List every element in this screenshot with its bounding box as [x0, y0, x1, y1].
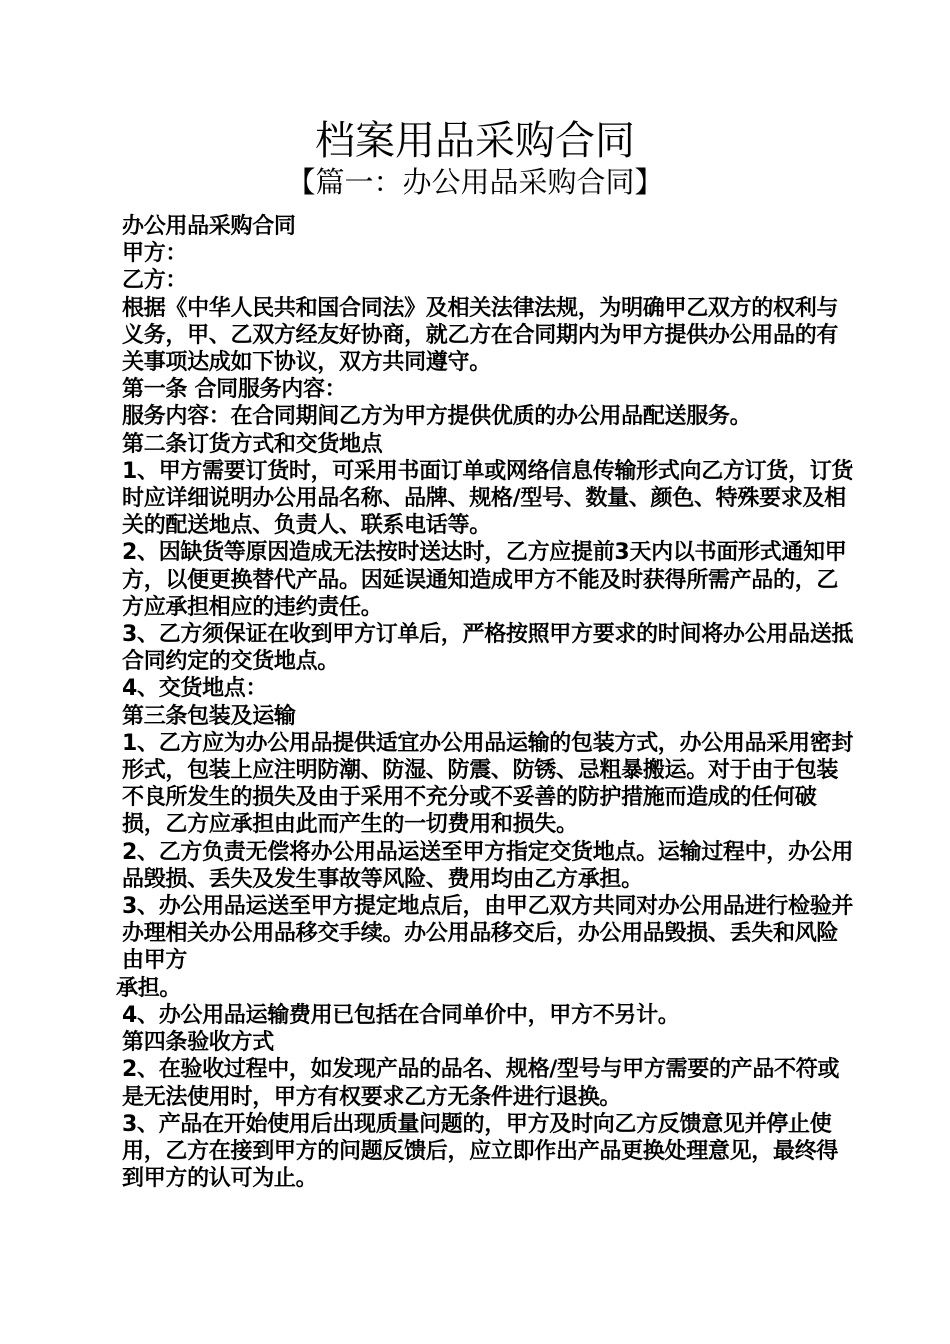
article-3-clause-1: 1、乙方应为办公用品提供适宜办公用品运输的包装方式，办公用品采用密封形式，包装上应注明防潮、防湿、防震、防锈、忌粗暴搬运。对于由于包装不良所发生的损失及由于采用不充分或不妥善的防护措施而造成的任何破损，乙方应承担由此而产生的一切费用和损失。 — [122, 730, 854, 838]
document-subtitle: 【篇一：办公用品采购合同】 — [286, 165, 664, 199]
article-2-clause-2: 2、因缺货等原因造成无法按时送达时，乙方应提前3天内以书面形式通知甲方，以便更换替代产品。因延误通知造成甲方不能及时获得所需产品的，乙方应承担相应的违约责任。 — [122, 540, 847, 620]
party-a-line: 甲方： — [122, 241, 188, 267]
article-3-clause-2: 2、乙方负责无偿将办公用品运送至甲方指定交货地点。运输过程中，办公用品毁损、丢失及发生事故等风险、费用均由乙方承担。 — [122, 839, 854, 892]
document-body — [116, 213, 856, 1192]
article-4-heading: 第四条验收方式 — [122, 1030, 274, 1056]
article-4-clause-3: 3、产品在开始使用后出现质量问题的，甲方及时向乙方反馈意见并停止使用，乙方在接到甲方的问题反馈后，应立即作出产品更换处理意见，最终得到甲方的认可为止。 — [122, 1111, 839, 1192]
article-3-clause-3-continuation: 承担。 — [116, 975, 182, 1001]
article-1-heading: 第一条 合同服务内容： — [122, 377, 347, 403]
preamble-paragraph: 根据《中华人民共和国合同法》及相关法律法规，为明确甲乙双方的权利与义务，甲、乙双方经友好协商，就乙方在合同期内为甲方提供办公用品的有关事项达成如下协议，双方共同遵守。 — [122, 295, 839, 376]
article-3-clause-3: 3、办公用品运送至甲方提定地点后，由甲乙双方共同对办公用品进行检验并办理相关办公用品移交手续。办公用品移交后，办公用品毁损、丢失和风险由甲方 — [122, 894, 854, 974]
heading-contract-name: 办公用品采购合同 — [122, 214, 296, 239]
article-3-heading: 第三条包装及运输 — [122, 703, 296, 729]
article-2-clause-4: 4、交货地点： — [122, 676, 268, 702]
article-2-clause-3: 3、乙方须保证在收到甲方订单后，严格按照甲方要求的时间将办公用品送抵合同约定的交货地点。 — [122, 622, 854, 675]
article-2-heading: 第二条订货方式和交货地点 — [122, 431, 383, 457]
document-title: 档案用品采购合同 — [315, 118, 635, 164]
article-4-clause-2: 2、在验收过程中，如发现产品的品名、规格/型号与甲方需要的产品不符或是无法使用时，甲方有权要求乙方无条件进行退换。 — [122, 1057, 840, 1110]
article-1-content: 服务内容：在合同期间乙方为甲方提供优质的办公用品配送服务。 — [122, 404, 752, 430]
party-b-line: 乙方： — [122, 268, 188, 294]
article-3-clause-4: 4、办公用品运输费用已包括在合同单价中，甲方不另计。 — [122, 1002, 680, 1028]
article-2-clause-1: 1、甲方需要订货时，可采用书面订单或网络信息传输形式向乙方订货，订货时应详细说明办公用品名称、品牌、规格/型号、数量、颜色、特殊要求及相关的配送地点、负责人、联系电话等。 — [122, 458, 854, 539]
